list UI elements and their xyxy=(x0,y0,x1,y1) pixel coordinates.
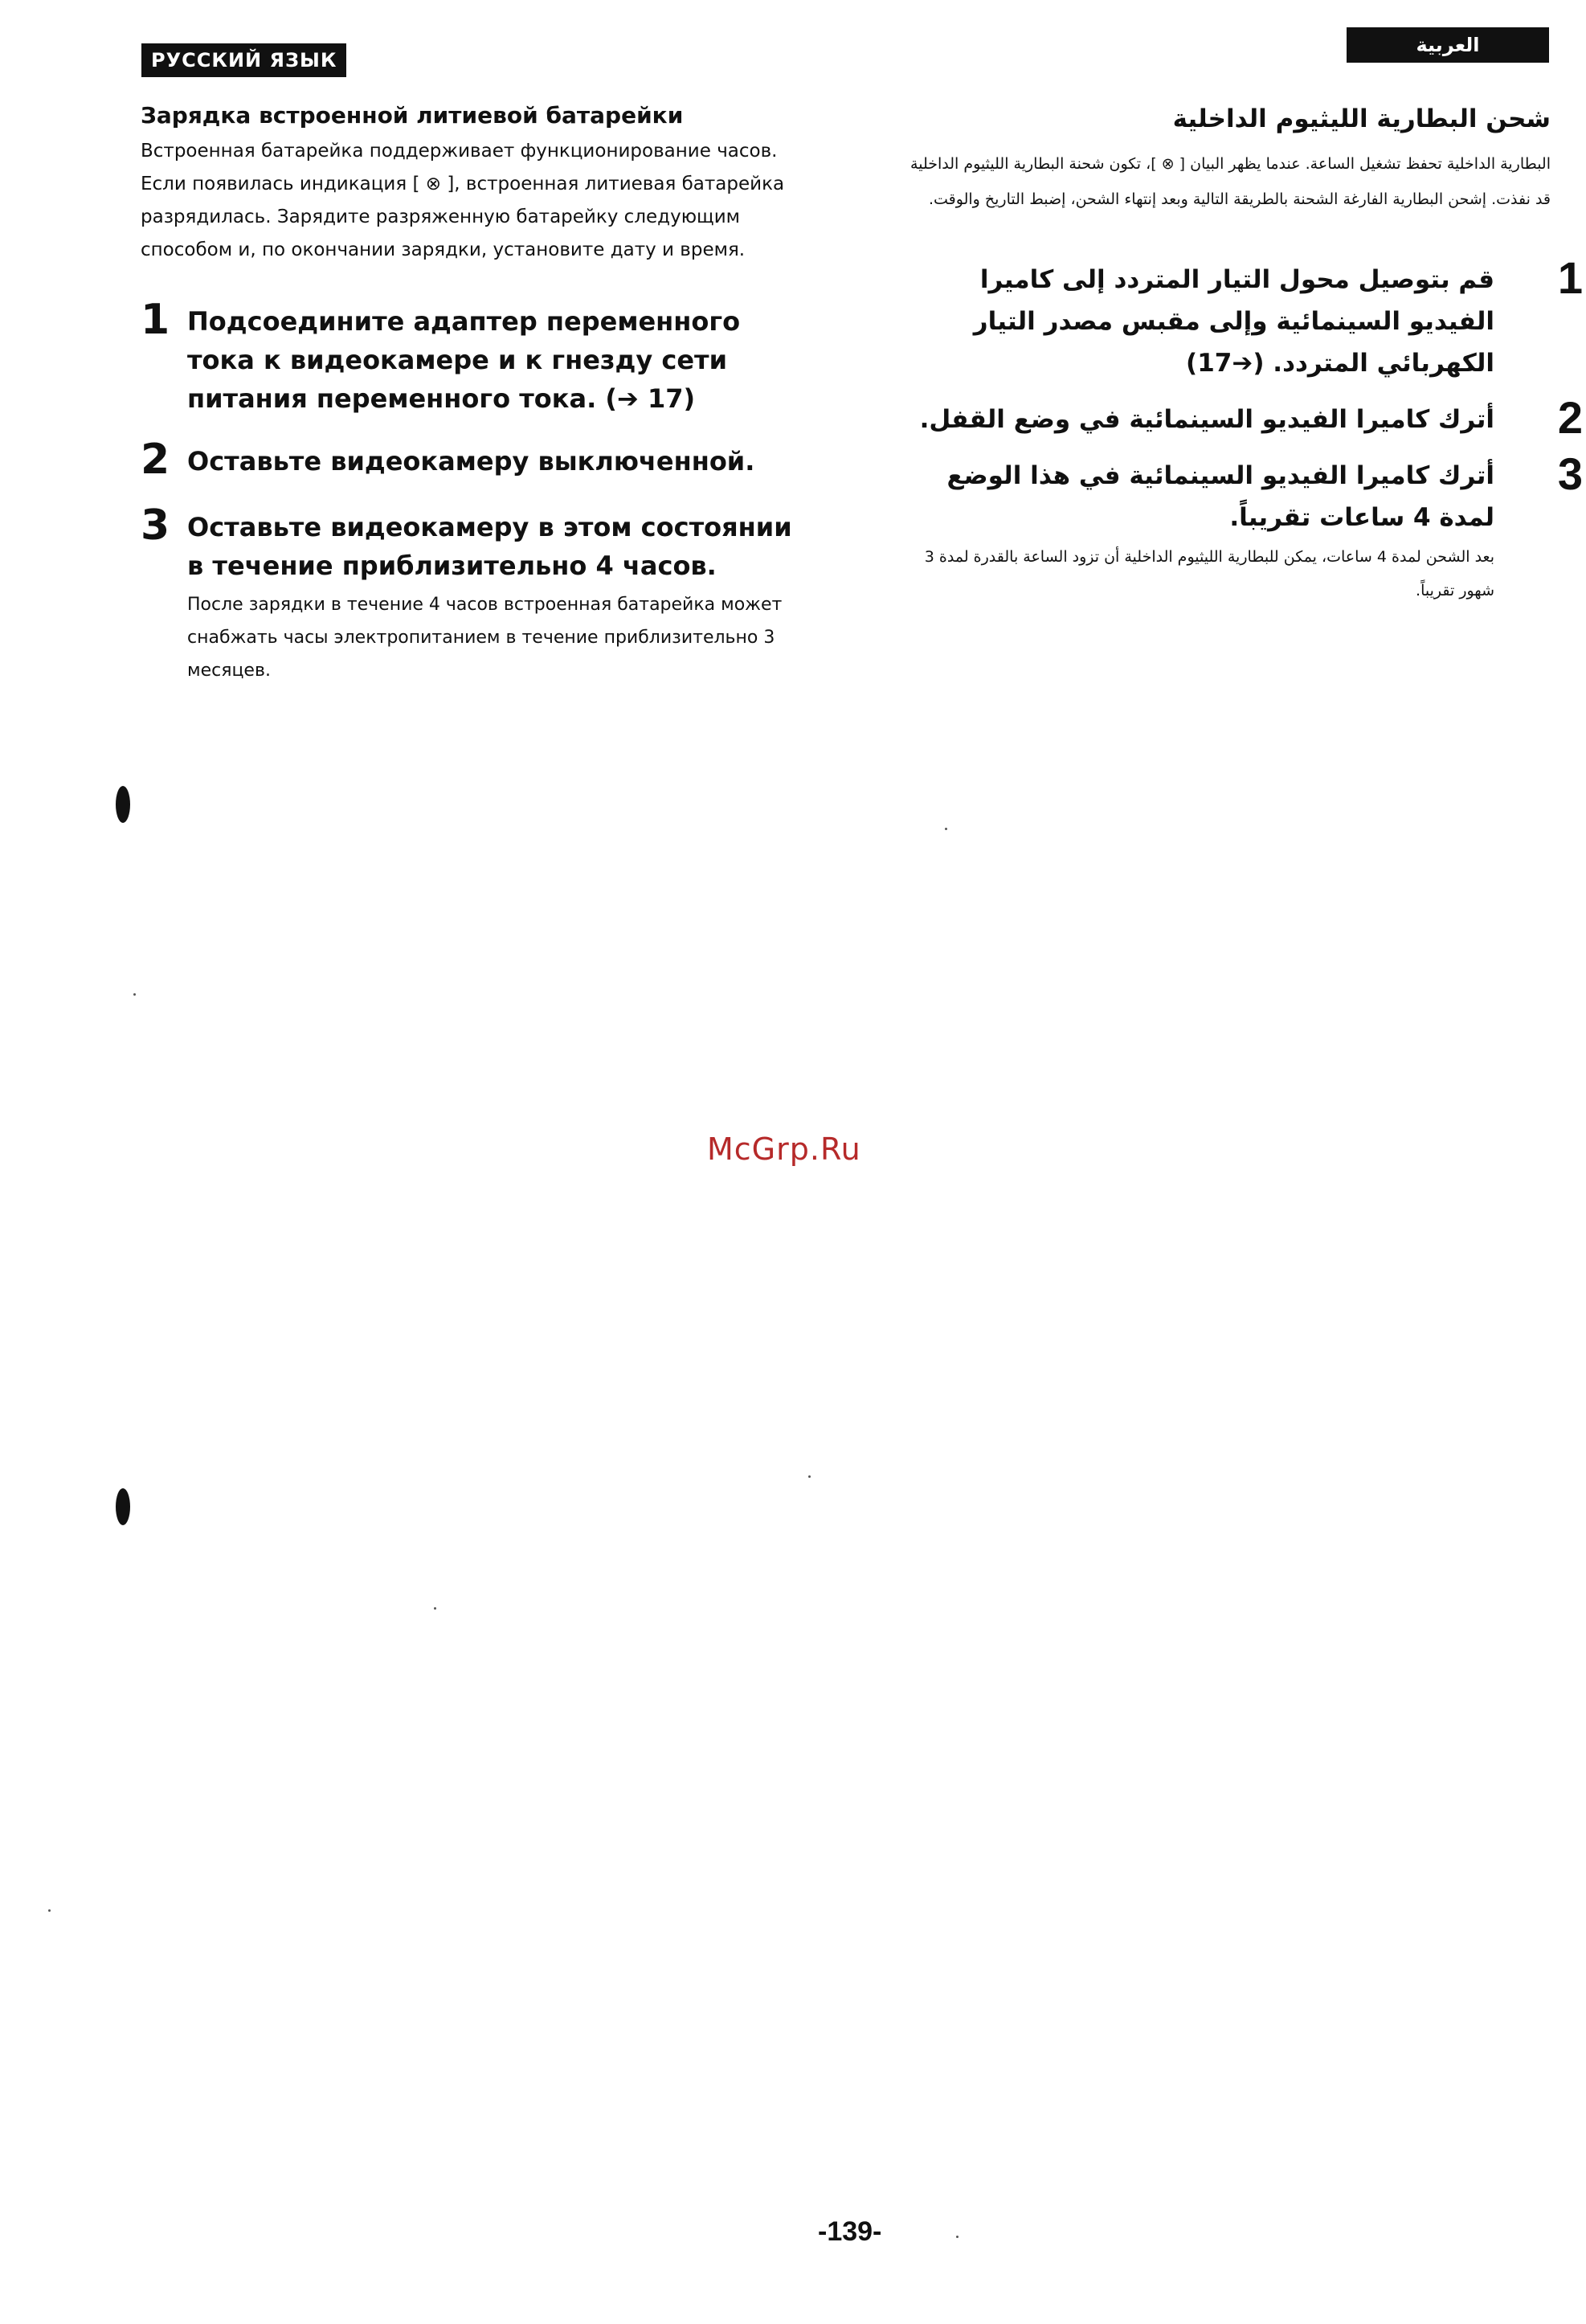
intro-paragraph-russian-2: Если появилась индикация [ ⊗ ], встроенная литиевая батарейка разрядилась. Зарядите разряженную батарейку следующим способом и, по окончании зарядки, установите дату и время. xyxy=(141,174,785,260)
step-3-arabic xyxy=(900,448,1583,608)
scan-speck xyxy=(133,993,136,996)
scan-speck xyxy=(434,1607,436,1610)
step-number: 3 xyxy=(1557,448,1583,499)
section-heading-russian: Зарядка встроенной литиевой батарейки xyxy=(141,102,684,129)
language-tab-arabic: العربية xyxy=(1347,27,1549,63)
arabic-column xyxy=(900,101,1583,608)
step-text: أترك كاميرا الفيديو السينمائية في هذا الوضع لمدة 4 ساعات تقريباً. xyxy=(946,461,1494,532)
scan-speck xyxy=(48,1909,51,1912)
scan-speck xyxy=(808,1475,811,1478)
step-number: 1 xyxy=(1557,252,1583,303)
step-text: أترك كاميرا الفيديو السينمائية في وضع القفل. xyxy=(919,405,1494,434)
intro-paragraph-arabic: البطارية الداخلية تحفظ تشغيل الساعة. عندما يظهر البيان [ ⊗ ]، تكون شحنة البطارية الليثيوم الداخلية قد نفذت. إشحن البطارية الفارغة الشحنة بالطريقة التالية وبعد إنتهاء الشحن، إضبط التاريخ والوقت. xyxy=(910,155,1551,208)
step-text: Оставьте видеокамеру в этом состоянии в течение приблизительно 4 часов. xyxy=(187,512,792,581)
language-tab-russian: РУССКИЙ ЯЗЫК xyxy=(141,43,346,77)
step-number: 1 xyxy=(141,296,170,344)
russian-column xyxy=(141,101,807,687)
step-1-russian xyxy=(141,296,807,418)
step-note: بعد الشحن لمدة 4 ساعات، يمكن للبطارية الليثيوم الداخلية أن تزود الساعة بالقدرة لمدة 3 شهور تقريباً. xyxy=(924,548,1494,599)
intro-paragraph-russian-1: Встроенная батарейка поддерживает функционирование часов. xyxy=(141,141,778,162)
step-number: 3 xyxy=(141,501,170,550)
binding-hole-marker xyxy=(116,1488,130,1525)
step-number: 2 xyxy=(141,436,170,484)
page-number: -139- xyxy=(818,2216,882,2247)
section-heading-arabic: شحن البطارية الليثيوم الداخلية xyxy=(1172,104,1551,133)
step-3-russian xyxy=(141,501,807,687)
step-text: Оставьте видеокамеру выключенной. xyxy=(187,446,755,477)
scan-speck xyxy=(956,2236,959,2238)
step-1-arabic xyxy=(900,252,1583,384)
step-2-arabic xyxy=(900,392,1583,443)
step-note: После зарядки в течение 4 часов встроенная батарейка может снабжать часы электропитанием в течение приблизительно 3 месяцев. xyxy=(187,595,783,681)
step-2-russian xyxy=(141,436,807,484)
step-text: قم بتوصيل محول التيار المتردد إلى كاميرا الفيديو السينمائية وإلى مقبس مصدر التيار الكهربائي المتردد. (➔17) xyxy=(973,265,1494,378)
scan-speck xyxy=(945,828,947,830)
binding-hole-marker xyxy=(116,786,130,823)
watermark-text: McGrp.Ru xyxy=(707,1131,861,1167)
step-text: Подсоедините адаптер переменного тока к видеокамере и к гнезду сети питания переменного тока. (➔ 17) xyxy=(187,306,741,414)
step-number: 2 xyxy=(1557,392,1583,443)
